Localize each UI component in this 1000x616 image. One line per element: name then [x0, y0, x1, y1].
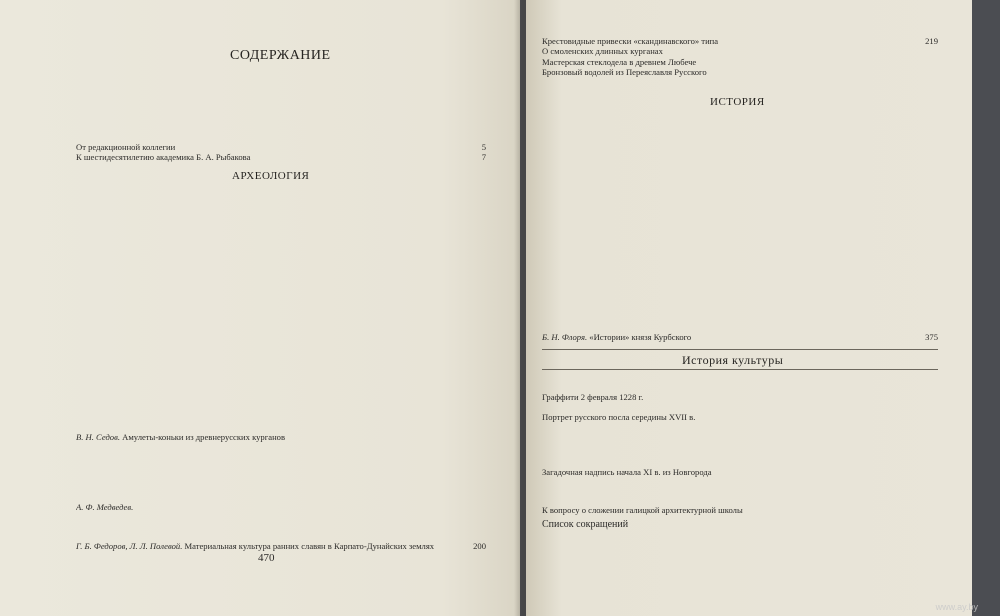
list-item: [542, 520, 938, 530]
entry-title: Бронзовый водолей из Переяславля Русского: [542, 67, 707, 78]
entry-title: «Истории» князя Курбского: [589, 332, 692, 342]
section-rule: [542, 349, 938, 350]
entry-title: Граффити 2 февраля 1228 г.: [542, 392, 644, 402]
entry-title: От редакционной коллегии: [76, 142, 176, 152]
entry-page: 375: [925, 332, 938, 342]
list-item: [76, 152, 486, 162]
entry-title: Загадочная надпись начала XI в. из Новгорода: [542, 466, 712, 477]
culture-list: [542, 392, 938, 516]
entry-title: К шестидесятилетию академика Б. А. Рыбакова: [76, 152, 251, 163]
entry-author: Г. Б. Федоров, Л. Л. Полевой.: [76, 540, 183, 551]
entry-title: Материальная культура ранних славян в Карпато-Дунайских землях: [184, 540, 435, 551]
list-item: [542, 57, 938, 67]
entry-title: Амулеты-коньки из древнерусских курганов: [122, 432, 286, 442]
history-list: [542, 332, 938, 342]
continued-archaeology-list: [542, 36, 938, 78]
list-item: [76, 142, 486, 152]
entry-title: Список сокращений: [542, 520, 629, 530]
entry-author: Б. Н. Флоря.: [542, 332, 588, 342]
watermark: www.ay.by: [935, 602, 978, 612]
section-rule: [542, 369, 938, 370]
page-title: СОДЕРЖАНИЕ: [230, 48, 331, 63]
list-item: [542, 67, 938, 77]
section-heading-culture: История культуры: [682, 353, 784, 367]
entry-title: К вопросу о сложении галицкой архитектурной школы: [542, 505, 743, 516]
front-matter-list: [76, 142, 486, 163]
list-item: [76, 502, 486, 512]
list-item: [542, 412, 938, 422]
list-item: [542, 36, 938, 46]
entry-page: 7: [481, 152, 486, 163]
archaeology-list: [76, 432, 486, 551]
abbreviations-line: [542, 520, 938, 530]
right-page: [526, 0, 972, 616]
entry-title: Крестовидные привески «скандинавского» типа: [542, 36, 719, 46]
list-item: [542, 505, 938, 515]
entry-author: В. Н. Седов.: [76, 432, 120, 442]
page-number: 470: [258, 552, 275, 564]
section-heading-archaeology: АРХЕОЛОГИЯ: [232, 170, 310, 182]
entry-title: Портрет русского посла середины XVII в.: [542, 412, 696, 423]
list-item: [542, 467, 938, 477]
list-item: [542, 392, 938, 402]
entry-title: О смоленских длинных курганах: [542, 46, 663, 57]
list-item: [76, 432, 486, 442]
entry-author: А. Ф. Медведев.: [76, 502, 134, 513]
entry-page: 200: [473, 540, 486, 551]
section-heading-history: ИСТОРИЯ: [710, 96, 765, 108]
entry-title: Мастерская стеклодела в древнем Любече: [542, 56, 697, 67]
list-item: [542, 332, 938, 342]
list-item: [542, 46, 938, 56]
entry-page: 219: [925, 36, 938, 46]
unreadable-entries: [542, 112, 938, 330]
list-item: [76, 541, 486, 551]
unreadable-entries: [76, 186, 486, 429]
entry-page: 5: [481, 142, 486, 152]
